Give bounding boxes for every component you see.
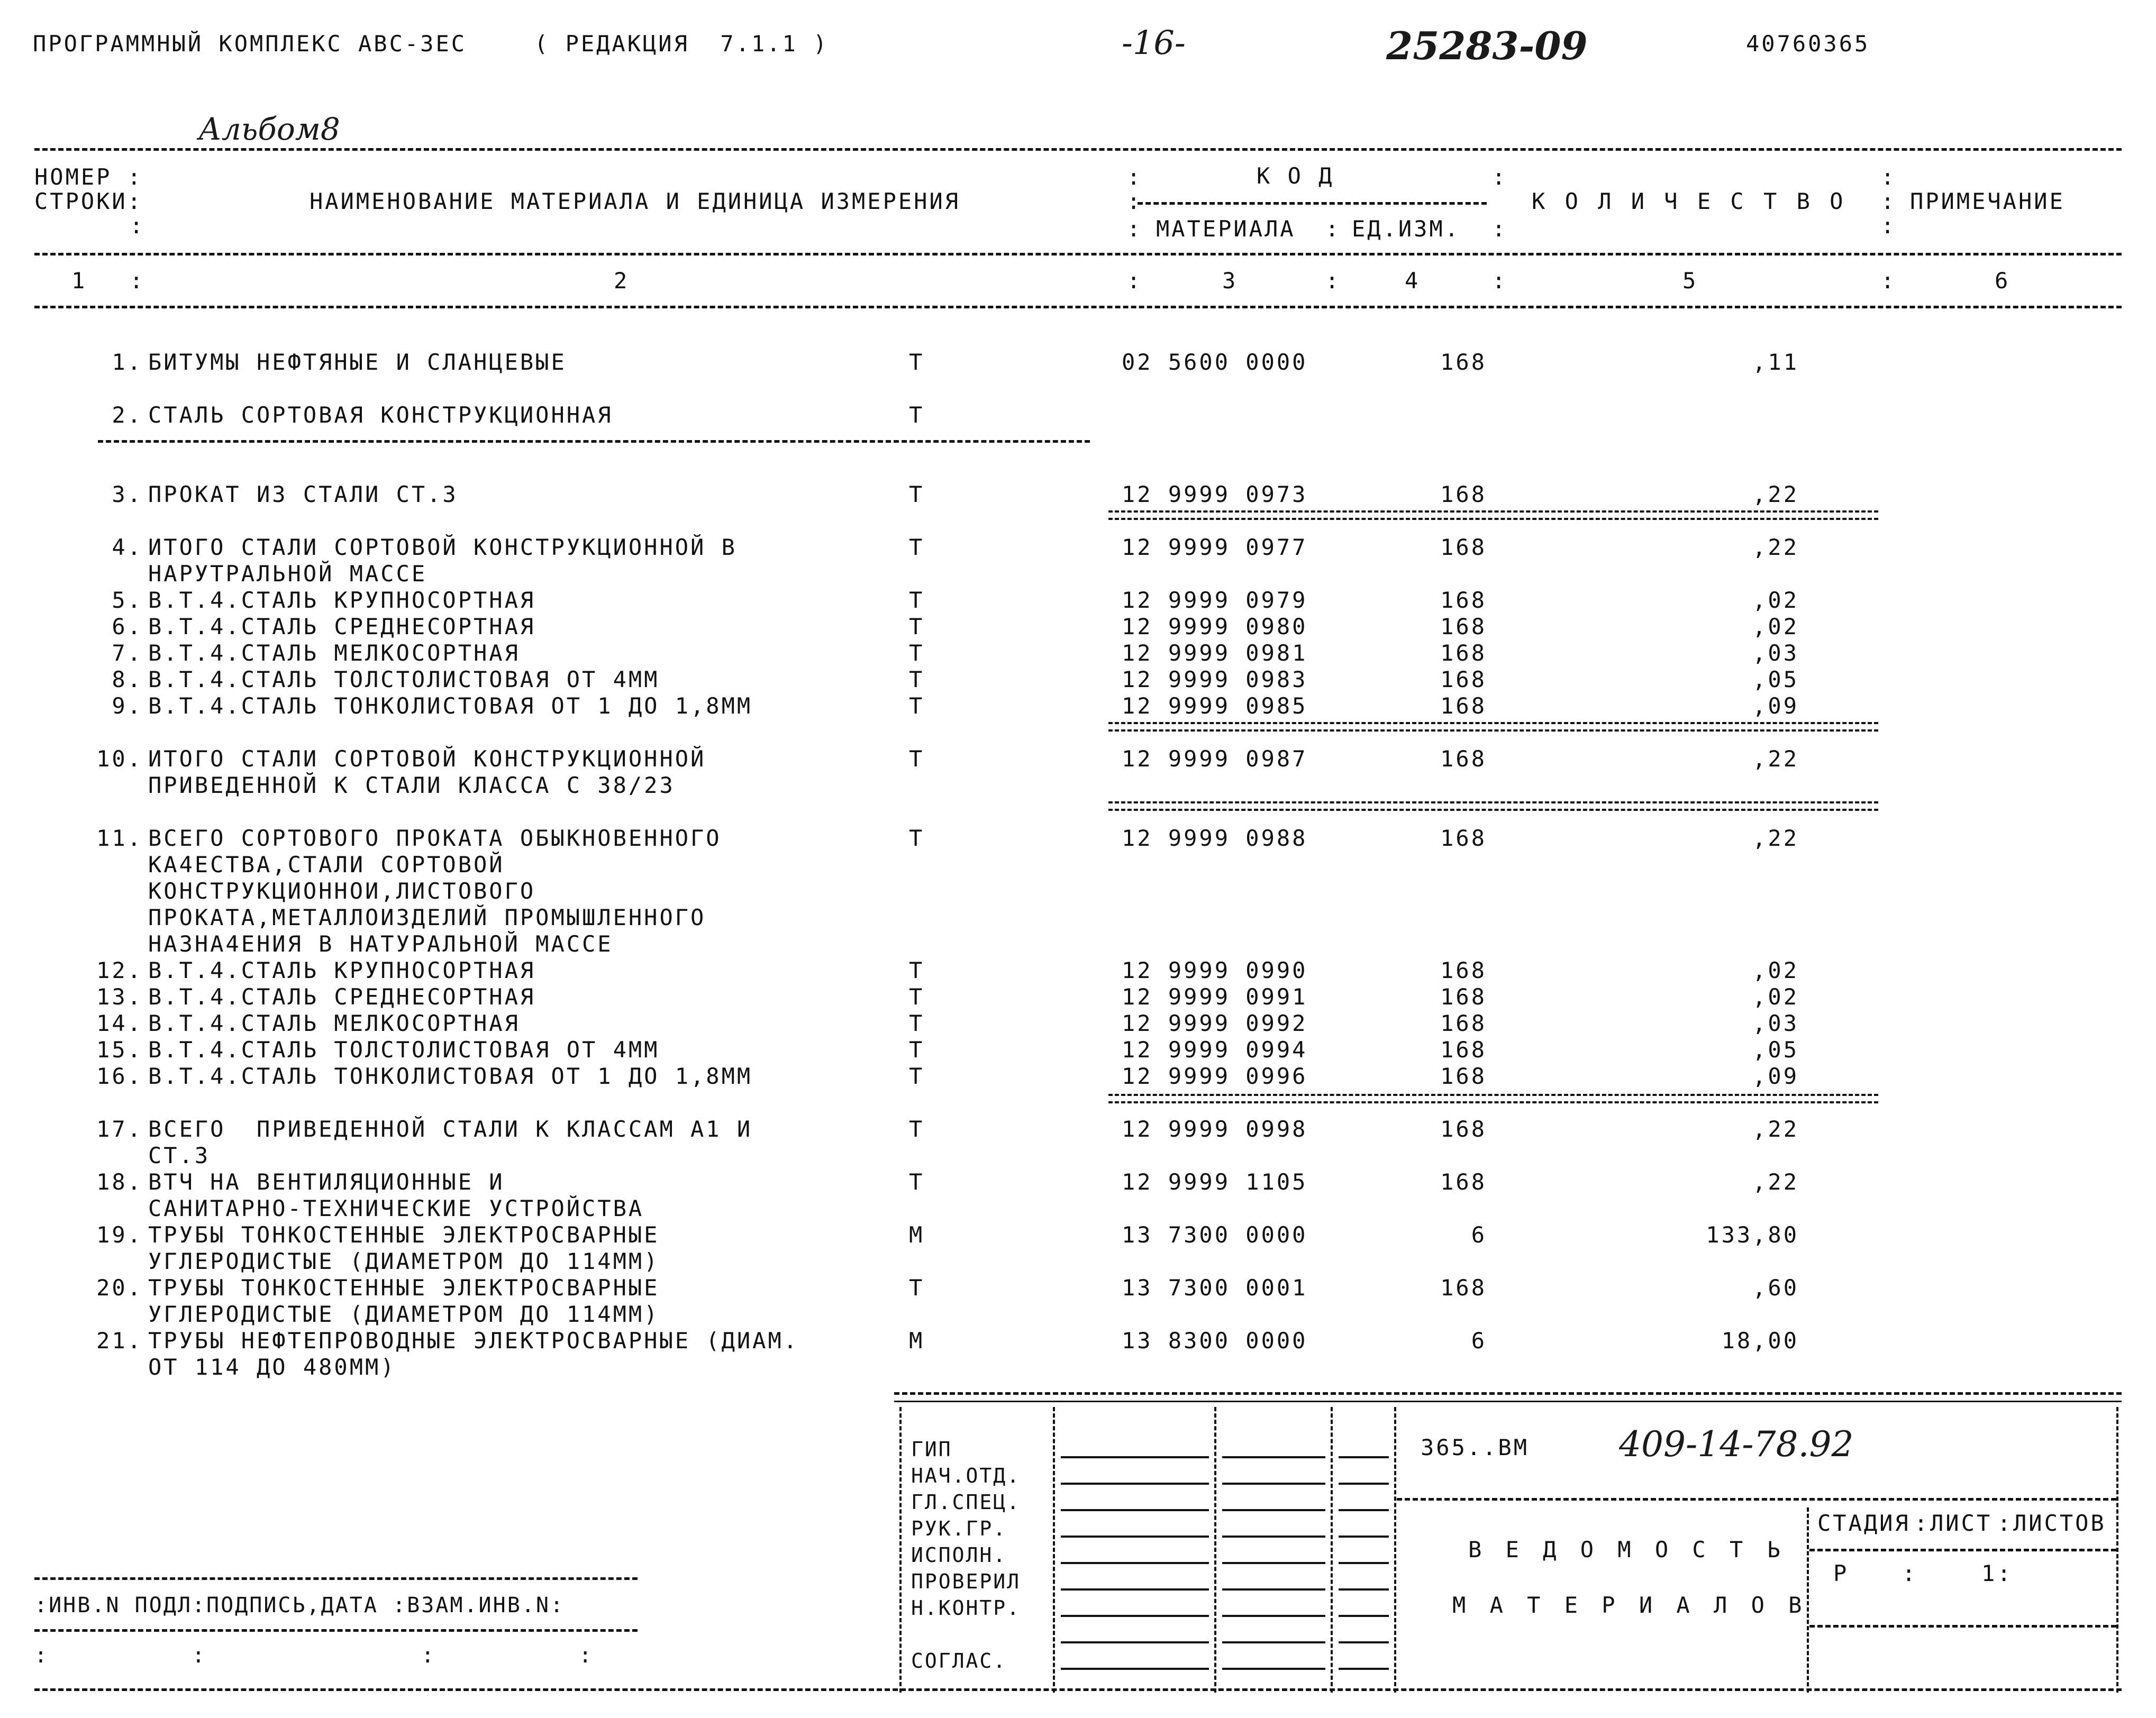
signature-line [1222,1536,1325,1538]
material-name: В.Т.4.СТАЛЬ ТОЛСТОЛИСТОВАЯ ОТ 4ММ [148,666,660,692]
unit-code: 168 [1440,1116,1487,1142]
row-number: 21. [96,1328,143,1354]
unit-code: 6 [1471,1222,1487,1248]
stamp-role-label: ИСПОЛН. [911,1543,1007,1567]
material-code: 12 9999 0973 [1122,481,1308,507]
signature-line [1339,1483,1389,1485]
unit-code: 168 [1440,481,1487,507]
unit-code: 168 [1440,1169,1487,1195]
signature-line [1339,1536,1389,1538]
sheet-sep: : [1997,1510,2013,1536]
colnum-3: 3 [1222,268,1238,294]
stamp-title-rule [1397,1498,2116,1501]
unit-label: Т [909,640,925,666]
material-name: В.Т.4.СТАЛЬ МЕЛКОСОРТНАЯ [148,1010,520,1036]
material-name: ПРИВЕДЕННОЙ К СТАЛИ КЛАССА С 38/23 [148,772,675,798]
material-name: ИТОГО СТАЛИ СОРТОВОЙ КОНСТРУКЦИОННОЙ [148,746,706,772]
signature-line [1061,1588,1209,1591]
unit-label: Т [909,984,925,1010]
row-number: 17. [96,1116,143,1142]
signature-line [1339,1456,1389,1458]
unit-code: 168 [1440,1010,1487,1036]
sheet-value: 1 [1981,1560,1997,1586]
material-name: ТРУБЫ ТОНКОСТЕННЫЕ ЭЛЕКТРОСВАРНЫЕ [148,1275,660,1301]
stage-rule [1809,1549,2116,1551]
material-code: 12 9999 0991 [1122,984,1308,1010]
row-number: 6. [112,614,143,639]
material-name: В.Т.4.СТАЛЬ КРУПНОСОРТНАЯ [148,587,536,613]
quantity-value: ,22 [1752,534,1799,560]
unit-code: 168 [1440,666,1487,692]
row-number: 12. [96,957,143,983]
program-title: ПРОГРАММНЫЙ КОМПЛЕКС АВС-3ЕС [33,31,467,57]
material-name: В.Т.4.СТАЛЬ ТОНКОЛИСТОВАЯ ОТ 1 ДО 1,8ММ [148,1063,753,1089]
quantity-value: ,09 [1752,1063,1799,1089]
material-name: В.Т.4.СТАЛЬ КРУПНОСОРТНАЯ [148,957,536,983]
row-number: 9. [112,693,143,719]
stamp-role-label: ПРОВЕРИЛ [911,1570,1021,1593]
material-name: СТ.3 [148,1143,211,1168]
stamp-role-label: Н.КОНТР. [911,1596,1021,1620]
stamp-top-rule [894,1392,2122,1395]
quantity-value: ,11 [1752,349,1799,375]
signature-line [1222,1615,1325,1617]
unit-label: Т [909,957,925,983]
row-number: 1. [112,349,143,375]
group-underline [98,440,1090,443]
row-number: 10. [96,746,143,772]
page-bottom-rule [34,1688,2122,1691]
quantity-value: ,22 [1752,746,1799,772]
material-name: В.Т.4.СТАЛЬ ТОЛСТОЛИСТОВАЯ ОТ 4ММ [148,1037,660,1063]
material-code: 12 9999 0994 [1122,1037,1308,1063]
unit-code: 168 [1440,957,1487,983]
material-code: 12 9999 0996 [1122,1063,1308,1089]
signature-line [1339,1641,1389,1643]
material-name: ВТЧ НА ВЕНТИЛЯЦИОННЫЕ И [148,1169,505,1195]
quantity-value: ,02 [1752,587,1799,613]
sheet-val-sep: : [1997,1560,2013,1586]
header-mid-rule [34,253,2122,255]
stamp-left-border [899,1407,902,1693]
stage-sep: : [1914,1510,1930,1536]
quantity-value: ,22 [1752,825,1799,851]
material-name: ТРУБЫ НЕФТЕПРОВОДНЫЕ ЭЛЕКТРОСВАРНЫЕ (ДИАМ. [148,1328,799,1354]
total-rule-2 [1108,722,1878,732]
material-name: ТРУБЫ ТОНКОСТЕННЫЕ ЭЛЕКТРОСВАРНЫЕ [148,1222,660,1248]
material-name: В.Т.4.СТАЛЬ СРЕДНЕСОРТНАЯ [148,984,536,1010]
unit-label: Т [909,1037,925,1063]
material-code: 13 7300 0000 [1122,1222,1308,1248]
quantity-value: ,22 [1752,481,1799,507]
unit-label: Т [909,587,925,613]
code-split-rule [1138,202,1487,205]
stamp-col-4 [1394,1407,1396,1693]
stage-label: СТАДИЯ [1817,1510,1911,1536]
unit-label: Т [909,1010,925,1036]
colnum-sep1: : [130,268,145,294]
row-number: 16. [96,1063,143,1089]
header-top-rule [34,148,2122,151]
material-name: НАЗНА4ЕНИЯ В НАТУРАЛЬНОЙ МАССЕ [148,931,613,957]
total-rule-3 [1108,801,1878,811]
material-code: 12 9999 0998 [1122,1116,1308,1142]
stamp-role-label: ГИП [911,1438,952,1461]
material-name: САНИТАРНО-ТЕХНИЧЕСКИЕ УСТРОЙСТВА [148,1195,644,1221]
quantity-value: ,05 [1752,1037,1799,1063]
stage-val-sep: : [1902,1560,1918,1586]
unit-label: Т [909,402,925,428]
col-name-header: НАИМЕНОВАНИЕ МАТЕРИАЛА И ЕДИНИЦА ИЗМЕРЕНИЯ [310,188,961,214]
quantity-value: ,05 [1752,666,1799,692]
material-name: БИТУМЫ НЕФТЯНЫЕ И СЛАНЦЕВЫЕ [148,349,567,375]
document-code: 25283-09 [1386,23,1588,68]
unit-label: Т [909,693,925,719]
inv-empty-row: : : : : [34,1643,594,1668]
quantity-value: ,02 [1752,614,1799,639]
material-name: НАРУТРАЛЬНОЙ МАССЕ [148,561,427,587]
inv-top-rule [34,1577,638,1580]
col-code-header: К О Д [1257,163,1334,189]
code-colon-low: : [1127,216,1158,242]
album-label: Альбом8 [198,111,340,147]
stage-value: Р [1833,1560,1849,1586]
qty-colon-mid: : [1881,188,1897,214]
unit-label: Т [909,666,925,692]
sheets-label: ЛИСТОВ [2013,1510,2106,1536]
signature-line [1339,1588,1389,1591]
signature-line [1061,1509,1209,1511]
row-number: 14. [96,1010,143,1036]
material-name: В.Т.4.СТАЛЬ ТОНКОЛИСТОВАЯ ОТ 1 ДО 1,8ММ [148,693,753,719]
material-name: ОТ 114 ДО 480ММ) [148,1354,396,1380]
material-name: КА4ЕСТВА,СТАЛИ СОРТОВОЙ [148,852,505,878]
unit-code: 168 [1440,984,1487,1010]
unit-code: 168 [1440,349,1487,375]
document-number: 40760365 [1746,31,1870,57]
unit-label: Т [909,825,925,851]
unit-label: Т [909,1275,925,1301]
signature-line [1222,1562,1325,1564]
stamp-col-1 [1053,1407,1055,1693]
col-quantity-header: К О Л И Ч Е С Т В О [1532,188,1846,214]
material-code: 13 8300 0000 [1122,1328,1308,1354]
row-number: 19. [96,1222,143,1248]
edition-label: ( РЕДАКЦИЯ 7.1.1 ) [534,31,829,57]
material-name: ПРОКАТ ИЗ СТАЛИ СТ.3 [148,481,458,507]
code-colon-sep: : [1325,216,1341,242]
code-colon-mid: : [1127,188,1143,214]
inv-labels: :ИНВ.N ПОДЛ:ПОДПИСЬ,ДАТА :ВЗАМ.ИНВ.N: [34,1593,565,1618]
signature-line [1061,1562,1209,1564]
material-code: 12 9999 0988 [1122,825,1308,851]
page-number: -16- [1122,23,1186,62]
inv-mid-rule [34,1629,638,1632]
colnum-2: 2 [614,268,630,294]
material-code: 12 9999 0983 [1122,666,1308,692]
signature-line [1061,1615,1209,1617]
row-number: 18. [96,1169,143,1195]
signature-line [1339,1509,1389,1511]
stage-rule-2 [1809,1625,2116,1628]
unit-code: 168 [1440,746,1487,772]
material-name: ПРОКАТА,МЕТАЛЛОИЗДЕЛИЙ ПРОМЫШЛЕННОГО [148,904,706,930]
material-name: В.Т.4.СТАЛЬ СРЕДНЕСОРТНАЯ [148,614,536,639]
material-name: УГЛЕРОДИСТЫЕ (ДИАМЕТРОМ ДО 114ММ) [148,1248,660,1274]
colnum-sep4: : [1492,268,1508,294]
material-code: 12 9999 0979 [1122,587,1308,613]
unit-code: 168 [1440,1275,1487,1301]
signature-line [1222,1588,1325,1591]
row-number: 4. [112,534,143,560]
stamp-col-5 [1807,1507,1809,1693]
col-rowno-line2: СТРОКИ: [34,188,143,214]
row-number: 13. [96,984,143,1010]
signature-line [1061,1668,1209,1670]
quantity-value: ,02 [1752,984,1799,1010]
unit-code: 168 [1440,825,1487,851]
stamp-handwritten-code: 409-14-78.92 [1619,1424,1854,1465]
material-name: КОНСТРУКЦИОННОИ,ЛИСТОВОГО [148,878,536,904]
signature-line [1061,1536,1209,1538]
material-code: 12 9999 0981 [1122,640,1308,666]
unit-label: Т [909,614,925,639]
colnum-5: 5 [1682,268,1698,294]
row-number: 15. [96,1037,143,1063]
material-name: ВСЕГО ПРИВЕДЕННОЙ СТАЛИ К КЛАССАМ А1 И [148,1116,753,1142]
signature-line [1222,1509,1325,1511]
stamp-printed-code: 365..ВМ [1421,1434,1530,1460]
col-note-header: ПРИМЕЧАНИЕ [1910,188,2065,214]
signature-line [1222,1641,1325,1643]
row-number: 2. [112,402,143,428]
material-code: 13 7300 0001 [1122,1275,1308,1301]
quantity-value: ,22 [1752,1169,1799,1195]
row-number: 7. [112,640,143,666]
sheet-label: ЛИСТ [1930,1510,1993,1536]
signature-line [1339,1562,1389,1564]
stamp-title-1: В Е Д О М О С Т Ь [1468,1537,1786,1562]
col-rowno-line1: НОМЕР : [34,164,143,190]
unit-label: Т [909,481,925,507]
stamp-role-label: ГЛ.СПЕЦ. [911,1491,1021,1514]
unit-label: Т [909,1116,925,1142]
quantity-value: 18,00 [1721,1328,1799,1354]
stamp-role-label: НАЧ.ОТД. [911,1464,1021,1487]
unit-label: Т [909,534,925,560]
material-name: В.Т.4.СТАЛЬ МЕЛКОСОРТНАЯ [148,640,520,666]
signature-line [1339,1668,1389,1670]
quantity-value: ,03 [1752,1010,1799,1036]
unit-code: 168 [1440,640,1487,666]
material-code: 12 9999 0985 [1122,693,1308,719]
colnum-6: 6 [1995,268,2011,294]
col-rowno-line3: : [130,213,145,239]
colnum-1: 1 [71,268,87,294]
code-colon-end: : [1492,216,1508,242]
colnum-sep2: : [1127,268,1143,294]
row-number: 20. [96,1275,143,1301]
total-rule-1 [1108,510,1878,520]
header-bottom-rule [34,306,2122,308]
row-number: 3. [112,481,143,507]
quantity-value: 133,80 [1706,1222,1799,1248]
total-rule-4 [1108,1094,1878,1103]
signature-line [1339,1615,1389,1617]
signature-line [1222,1668,1325,1670]
material-name: УГЛЕРОДИСТЫЕ (ДИАМЕТРОМ ДО 114ММ) [148,1301,660,1327]
signature-line [1061,1641,1209,1643]
unit-label: М [909,1328,925,1354]
signature-line [1061,1456,1209,1458]
col-material-header: МАТЕРИАЛА [1156,216,1296,242]
quantity-value: ,60 [1752,1275,1799,1301]
quantity-value: ,02 [1752,957,1799,983]
signature-line [1222,1456,1325,1458]
material-name: ВСЕГО СОРТОВОГО ПРОКАТА ОБЫКНОВЕННОГО [148,825,722,851]
material-code: 12 9999 0977 [1122,534,1308,560]
stamp-right-border [2116,1407,2118,1693]
unit-code: 6 [1471,1328,1487,1354]
stamp-col-3 [1331,1407,1333,1693]
qty-colon-low: : [1881,213,1897,239]
row-number: 5. [112,587,143,613]
quantity-value: ,03 [1752,640,1799,666]
colnum-sep3: : [1325,268,1341,294]
code-colon: : [1127,164,1143,190]
unit-code: 168 [1440,587,1487,613]
stamp-col-2 [1214,1407,1216,1693]
unit-label: Т [909,746,925,772]
unit-label: Т [909,349,925,375]
unit-code: 168 [1440,1037,1487,1063]
colnum-4: 4 [1405,268,1421,294]
signature-line [1061,1483,1209,1485]
unit-code: 168 [1440,693,1487,719]
material-code: 12 9999 0987 [1122,746,1308,772]
stamp-role-label: СОГЛАС. [911,1649,1007,1673]
material-code: 12 9999 0980 [1122,614,1308,639]
unit-label: М [909,1222,925,1248]
material-code: 12 9999 0992 [1122,1010,1308,1036]
signature-line [1222,1483,1325,1485]
stamp-title-2: М А Т Е Р И А Л О В [1452,1592,1807,1618]
material-name: ИТОГО СТАЛИ СОРТОВОЙ КОНСТРУКЦИОННОЙ В [148,534,737,560]
row-number: 8. [112,666,143,692]
material-code: 12 9999 0990 [1122,957,1308,983]
unit-code: 168 [1440,614,1487,639]
code-colon-right: : [1492,164,1508,190]
stamp-role-label: РУК.ГР. [911,1517,1007,1540]
colnum-sep5: : [1881,268,1897,294]
stamp-top-rule-2 [894,1401,2122,1402]
quantity-value: ,09 [1752,693,1799,719]
unit-code: 168 [1440,534,1487,560]
col-unit-header: ЕД.ИЗМ. [1352,216,1461,242]
qty-colon-top: : [1881,164,1897,190]
unit-code: 168 [1440,1063,1487,1089]
material-code: 12 9999 1105 [1122,1169,1308,1195]
quantity-value: ,22 [1752,1116,1799,1142]
row-number: 11. [96,825,143,851]
unit-label: Т [909,1063,925,1089]
material-name: СТАЛЬ СОРТОВАЯ КОНСТРУКЦИОННАЯ [148,402,613,428]
unit-label: Т [909,1169,925,1195]
material-code: 02 5600 0000 [1122,349,1308,375]
